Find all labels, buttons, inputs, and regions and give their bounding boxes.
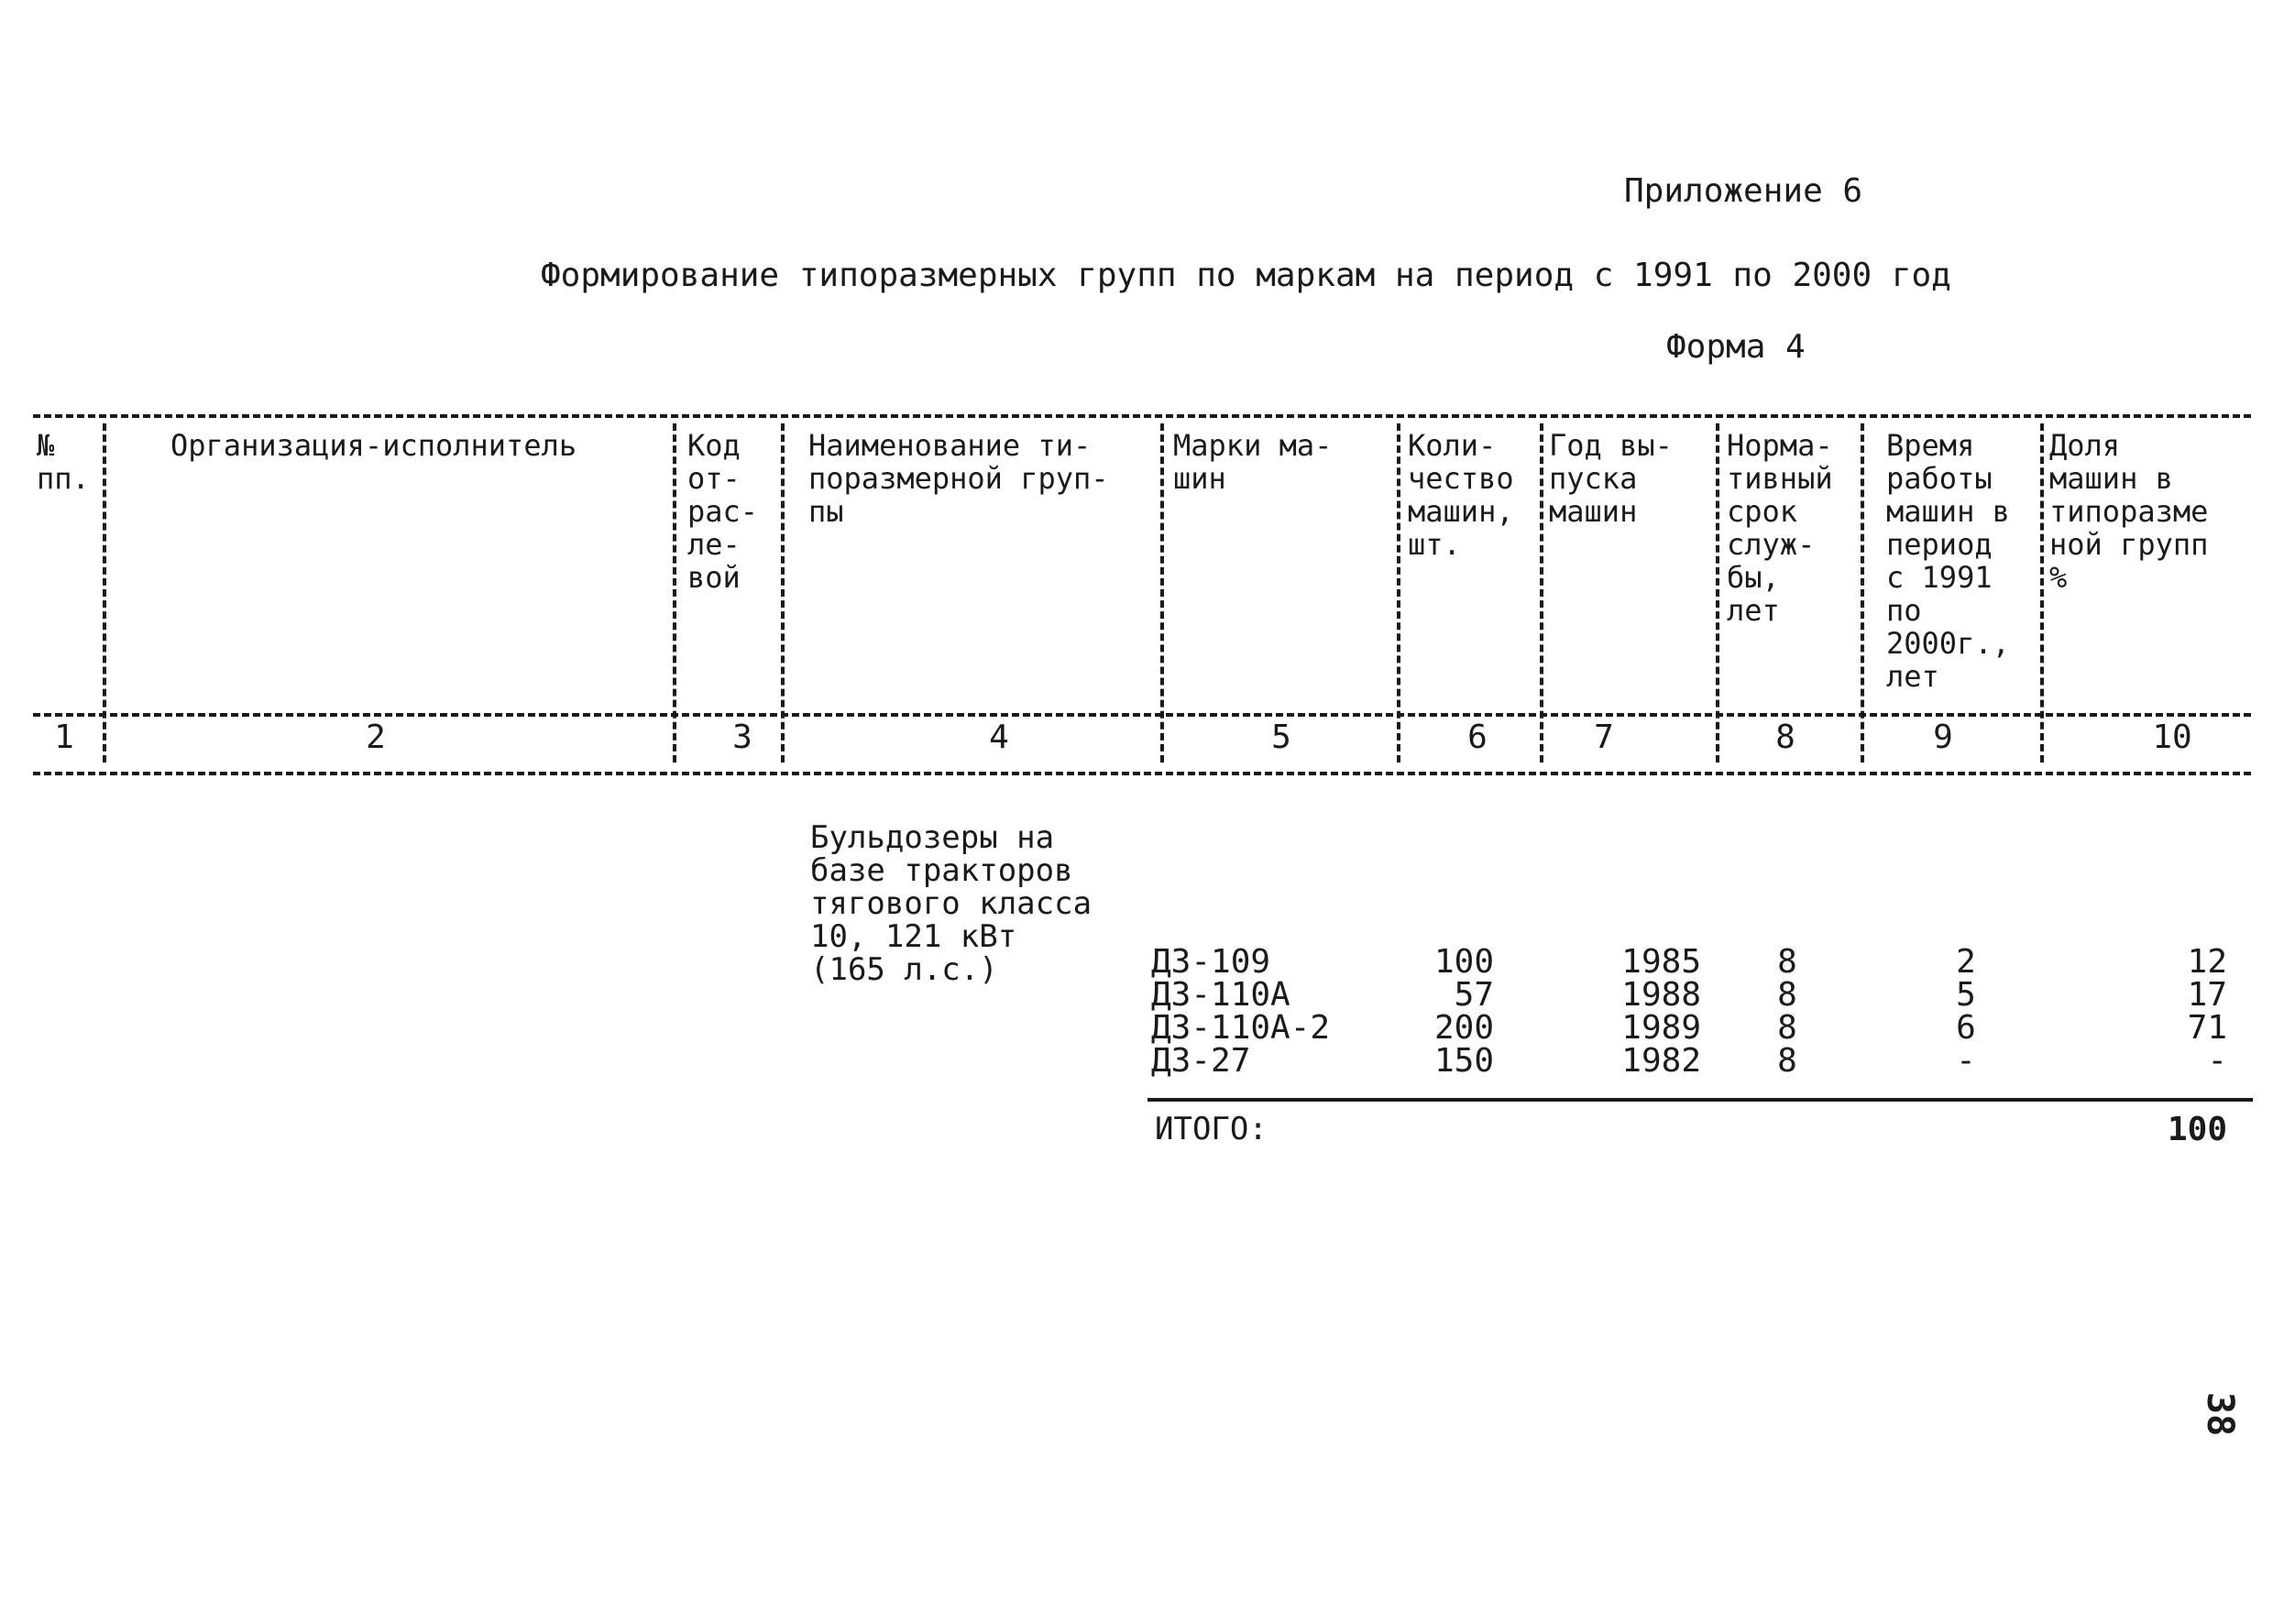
column-divider xyxy=(103,423,106,763)
header-cell-group-name: Наименование ти- поразмерной груп- пы xyxy=(808,428,1109,529)
header-cell-number: № пп. xyxy=(37,428,90,496)
column-number: 9 xyxy=(1933,719,1953,756)
row-mark: ДЗ-27 xyxy=(1151,1042,1251,1080)
document-title: Формирование типоразмерных групп по маркам на период с 1991 по 2000 год xyxy=(541,257,1951,294)
column-number: 10 xyxy=(2152,719,2192,756)
row-mark: ДЗ-110А xyxy=(1151,976,1290,1014)
column-divider xyxy=(1160,423,1164,763)
row-service-life: 8 xyxy=(1777,976,1797,1014)
total-value: 100 xyxy=(2167,1111,2227,1148)
row-mark: ДЗ-110А-2 xyxy=(1151,1009,1331,1047)
header-cell-organization: Организация-исполнитель xyxy=(170,428,577,463)
table-header-rule xyxy=(33,713,2251,717)
column-divider xyxy=(1397,423,1400,763)
row-work-time: 6 xyxy=(1956,1009,1976,1047)
column-number: 6 xyxy=(1467,719,1488,756)
form-label: Форма 4 xyxy=(1666,328,1806,366)
row-quantity: 150 xyxy=(1433,1042,1494,1080)
header-cell-service-life: Норма- тивный срок служ- бы, лет xyxy=(1727,428,1833,628)
column-divider xyxy=(2040,423,2044,763)
column-divider xyxy=(781,423,785,763)
row-share: - xyxy=(2207,1042,2227,1080)
column-divider xyxy=(673,423,676,763)
header-cell-quantity: Коли- чество машин, шт. xyxy=(1408,428,1514,562)
row-quantity: 57 xyxy=(1454,976,1494,1014)
row-work-time: - xyxy=(1956,1042,1976,1080)
column-number: 2 xyxy=(366,719,386,756)
header-cell-share: Доля машин в типоразме ной групп % xyxy=(2049,428,2209,595)
row-quantity: 200 xyxy=(1433,1009,1494,1047)
row-share: 12 xyxy=(2187,943,2227,981)
annex-label: Приложение 6 xyxy=(1624,172,1863,210)
row-quantity: 100 xyxy=(1433,943,1494,981)
column-number: 8 xyxy=(1775,719,1795,756)
row-year: 1988 xyxy=(1621,976,1701,1014)
column-number: 7 xyxy=(1594,719,1614,756)
row-service-life: 8 xyxy=(1777,943,1797,981)
header-cell-year: Год вы- пуска машин xyxy=(1549,428,1673,529)
table-top-rule xyxy=(33,414,2251,418)
total-rule xyxy=(1147,1098,2253,1102)
column-number: 3 xyxy=(732,719,752,756)
row-service-life: 8 xyxy=(1777,1009,1797,1047)
row-work-time: 5 xyxy=(1956,976,1976,1014)
row-year: 1982 xyxy=(1621,1042,1701,1080)
header-cell-marks: Марки ма- шин xyxy=(1173,428,1333,496)
row-year: 1985 xyxy=(1621,943,1701,981)
row-year: 1989 xyxy=(1621,1009,1701,1047)
row-share: 17 xyxy=(2187,976,2227,1014)
row-service-life: 8 xyxy=(1777,1042,1797,1080)
row-work-time: 2 xyxy=(1956,943,1976,981)
total-label: ИТОГО: xyxy=(1155,1111,1268,1147)
column-divider xyxy=(1716,423,1719,763)
header-cell-work-time: Время работы машин в период с 1991 по 2000г., лет xyxy=(1886,428,2010,694)
column-number: 4 xyxy=(989,719,1009,756)
header-cell-code: Код от- рас- ле- вой xyxy=(687,428,759,595)
group-name: Бульдозеры на базе тракторов тягового класса 10, 121 кВт (165 л.с.) xyxy=(810,819,1093,988)
page-number: 38 xyxy=(2199,1391,2242,1437)
column-divider xyxy=(1540,423,1543,763)
column-divider xyxy=(1861,423,1864,763)
column-number: 5 xyxy=(1271,719,1291,756)
table-number-rule xyxy=(33,772,2251,775)
row-share: 71 xyxy=(2187,1009,2227,1047)
row-mark: ДЗ-109 xyxy=(1151,943,1271,981)
column-number: 1 xyxy=(54,719,74,756)
